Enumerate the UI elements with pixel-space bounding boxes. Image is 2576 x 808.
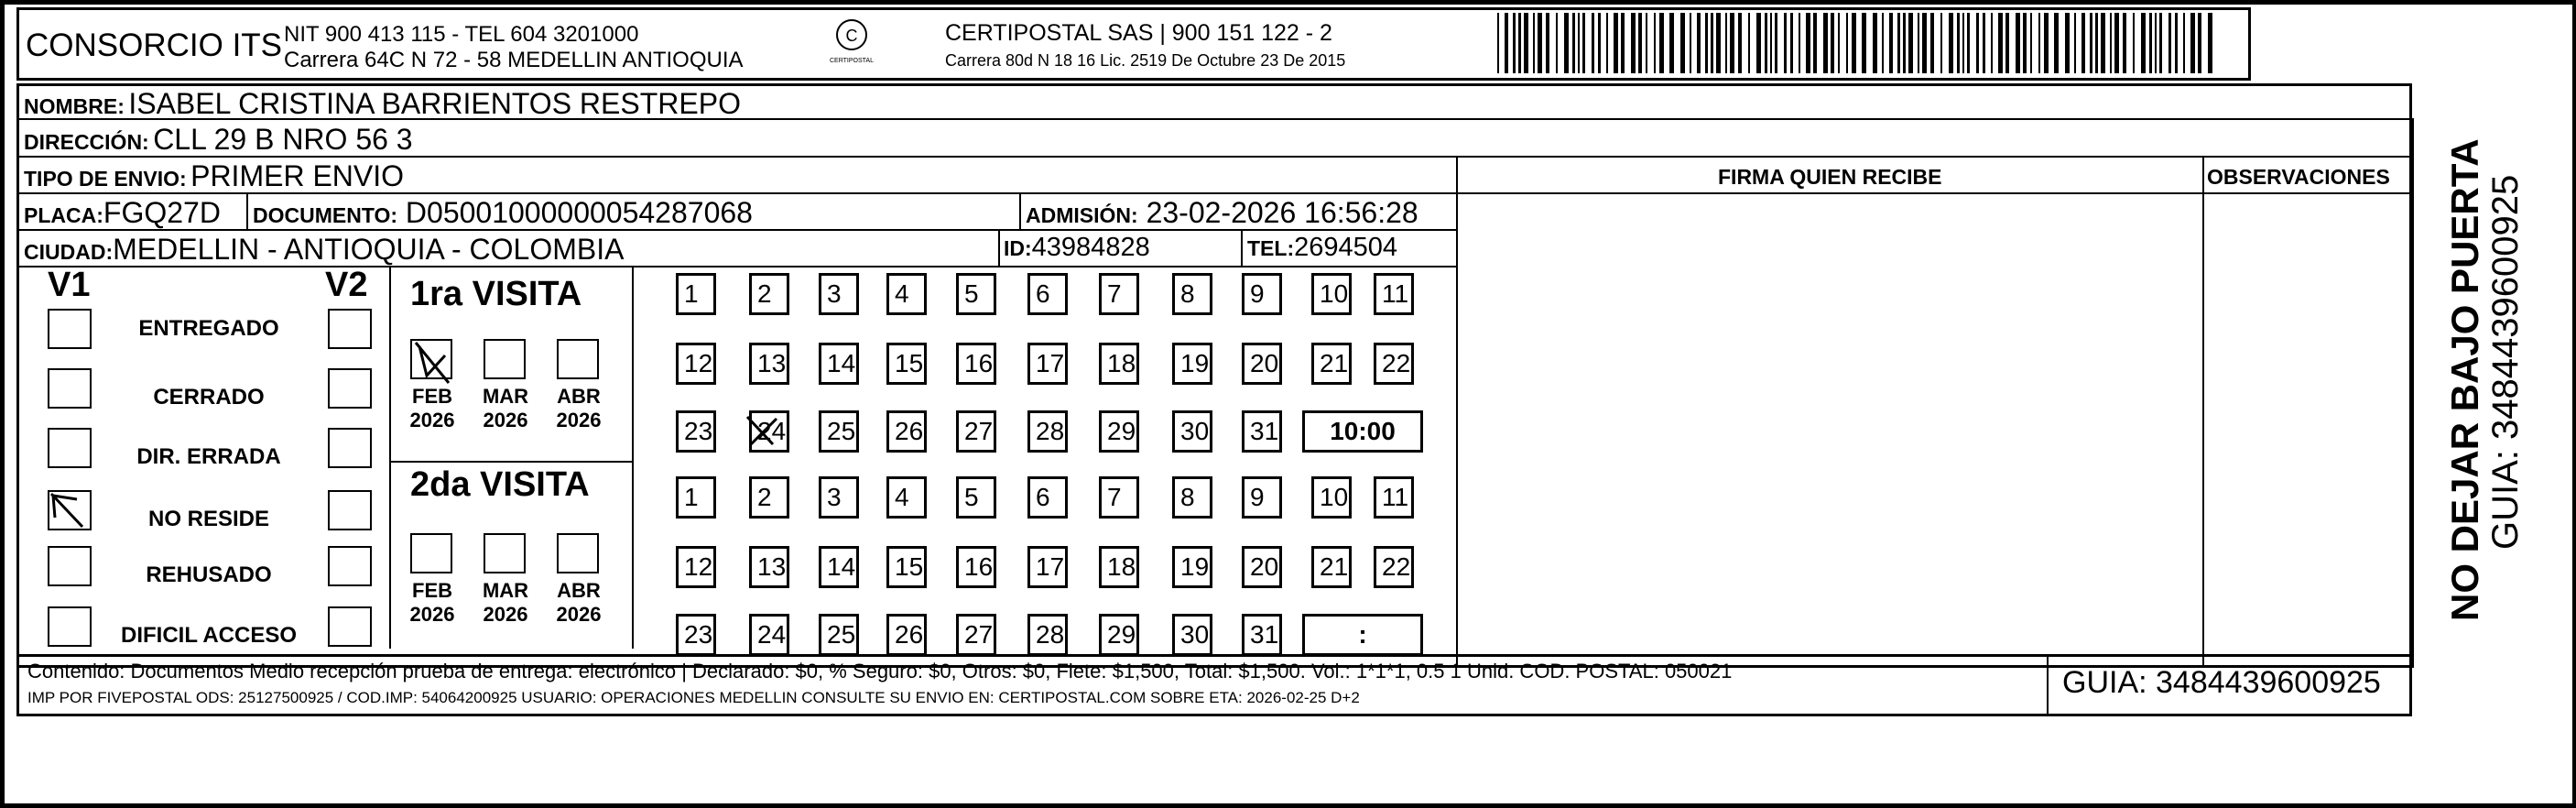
barcode-bar <box>2038 13 2040 73</box>
courier-address: Carrera 80d N 18 16 Lic. 2519 De Octubre 23 De 2015 <box>945 51 1346 70</box>
barcode-bar <box>1918 13 1919 73</box>
barcode-bar <box>1572 13 1575 73</box>
handwritten-check-mark <box>46 490 92 530</box>
day-box-second: 10 <box>1311 476 1352 519</box>
barcode-bar <box>1790 13 1793 73</box>
tel-field: TEL:2694504 <box>1247 233 1398 262</box>
day-box-second: 5 <box>956 476 996 519</box>
barcode-bar <box>1497 13 1499 73</box>
barcode-bar <box>1908 13 1913 73</box>
barcode-bar <box>1889 13 1893 73</box>
barcode-bar <box>2141 13 2146 73</box>
barcode-bar <box>1697 13 1701 73</box>
documento-field: DOCUMENTO: D05001000000054287068 <box>253 196 753 229</box>
barcode-bar <box>1564 13 1569 73</box>
direccion-value: CLL 29 B NRO 56 3 <box>153 123 413 156</box>
day-box-first: 31 <box>1242 410 1282 453</box>
barcode-bar <box>1976 13 1979 73</box>
side-warning: NO DEJAR BAJO PUERTA <box>2443 138 2486 621</box>
barcode-bar <box>1606 13 1608 73</box>
barcode-bar <box>2030 13 2032 73</box>
day-box-first: 28 <box>1027 410 1068 453</box>
barcode-bar <box>1582 13 1585 73</box>
barcode-bar <box>2074 13 2076 73</box>
tipo-value: PRIMER ENVIO <box>190 159 405 192</box>
day-box-first: 8 <box>1172 273 1212 315</box>
barcode-bar <box>2198 13 2201 73</box>
barcode-bar <box>2005 13 2009 73</box>
day-box-second: 16 <box>956 546 996 588</box>
day-box-second: 11 <box>1374 476 1414 519</box>
barcode-bar <box>1922 13 1927 73</box>
month-label: MAR <box>482 579 529 602</box>
barcode-bar <box>1621 13 1625 73</box>
day-box-second: 22 <box>1374 546 1414 588</box>
status-label: DIFICIL ACCESO <box>120 623 297 648</box>
month-label: FEB <box>412 385 452 408</box>
day-box-second: 26 <box>886 614 927 656</box>
barcode-bar <box>2114 13 2119 73</box>
day-box-second: 2 <box>749 476 789 519</box>
id-value: 43984828 <box>1031 233 1150 262</box>
barcode-bar <box>1806 13 1810 73</box>
day-box-first: 13 <box>749 343 789 385</box>
month-checkbox <box>484 533 526 573</box>
day-box-first: 16 <box>956 343 996 385</box>
day-box-second: 14 <box>819 546 859 588</box>
barcode-bar <box>1680 13 1685 73</box>
second-visit-title: 2da VISITA <box>410 465 590 504</box>
firma-header: FIRMA QUIEN RECIBE <box>1718 165 1942 189</box>
contenido-text: Contenido: Documentos Medio recepción prueba de entrega: electrónico | Declarado: $0, % Seguro: $0, Otros: $0, Flete: $1,500, Total: $1,500. Vol.: 1*1*1, 0.5 1 Unid. COD. POSTAL: 050021 <box>27 660 1733 682</box>
day-box-second: 6 <box>1027 476 1068 519</box>
barcode-bar <box>1716 13 1721 73</box>
day-box-second: 12 <box>676 546 716 588</box>
side-guia: GUIA: 3484439600925 <box>2485 174 2526 550</box>
barcode-bar <box>1546 13 1549 73</box>
footer-guia: GUIA: 3484439600925 <box>2062 665 2381 700</box>
status-v2-checkbox <box>328 368 372 409</box>
direccion-row: DIRECCIÓN: CLL 29 B NRO 56 3 <box>24 123 413 156</box>
barcode-bar <box>1838 13 1840 73</box>
barcode-bar <box>1538 13 1542 73</box>
day-box-second: 19 <box>1172 546 1212 588</box>
barcode-bar <box>1638 13 1642 73</box>
status-label: DIR. ERRADA <box>136 444 281 469</box>
barcode-bar <box>2133 13 2135 73</box>
year-label: 2026 <box>409 603 455 626</box>
barcode-bar <box>1799 13 1800 73</box>
day-box-first: 4 <box>886 273 927 315</box>
year-label: 2026 <box>409 409 455 431</box>
day-box-second: 8 <box>1172 476 1212 519</box>
month-label: MAR <box>482 385 529 408</box>
day-box-second: 27 <box>956 614 996 656</box>
day-box-first: 17 <box>1027 343 1068 385</box>
day-box-second: 21 <box>1311 546 1352 588</box>
status-v2-checkbox <box>328 490 372 530</box>
status-v2-checkbox <box>328 606 372 647</box>
day-box-first: 14 <box>819 343 859 385</box>
day-box-second: 31 <box>1242 614 1282 656</box>
svg-text:CERTIPOSTAL: CERTIPOSTAL <box>830 58 874 64</box>
barcode-bar <box>1598 13 1601 73</box>
barcode-bar <box>2101 13 2105 73</box>
admision-field: ADMISIÓN: 23-02-2026 16:56:28 <box>1026 196 1418 229</box>
barcode-bar <box>2168 13 2171 73</box>
barcode-bar <box>2016 13 2020 73</box>
day-box-first: 26 <box>886 410 927 453</box>
barcode-bar <box>1705 13 1708 73</box>
barcode-bar <box>1738 13 1742 73</box>
barcode-bar <box>1949 13 1953 73</box>
barcode-bar <box>1770 13 1772 73</box>
day-box-first: 24 <box>749 410 789 453</box>
day-box-first: 21 <box>1311 343 1352 385</box>
barcode-bar <box>1748 13 1750 73</box>
barcode-bar <box>1524 13 1528 73</box>
day-box-second: 17 <box>1027 546 1068 588</box>
barcode-bar <box>1765 13 1767 73</box>
status-v1-checkbox <box>48 428 92 468</box>
status-v2-checkbox <box>328 546 372 586</box>
barcode-bar <box>1831 13 1834 73</box>
day-box-second: 28 <box>1027 614 1068 656</box>
barcode-bar <box>1897 13 1900 73</box>
barcode-bar <box>2095 13 2098 73</box>
year-label: 2026 <box>556 603 602 626</box>
barcode-bar <box>1533 13 1535 73</box>
placa-value: FGQ27D <box>103 196 221 229</box>
month-checkbox <box>410 533 452 573</box>
time-box-first: 10:00 <box>1302 410 1423 453</box>
v1-label: V1 <box>48 266 91 304</box>
status-label: REHUSADO <box>146 562 272 587</box>
barcode-bar <box>1940 13 1942 73</box>
id-field: ID:43984828 <box>1004 233 1150 262</box>
tel-value: 2694504 <box>1294 233 1398 262</box>
day-box-first: 20 <box>1242 343 1282 385</box>
barcode-bar <box>1846 13 1848 73</box>
barcode-bar <box>2208 13 2212 73</box>
barcode-bar <box>1669 13 1674 73</box>
day-box-second: 23 <box>676 614 716 656</box>
day-box-first: 18 <box>1099 343 1139 385</box>
barcode-bar <box>1659 13 1664 73</box>
barcode-bar <box>1711 13 1713 73</box>
day-box-first: 1 <box>676 273 716 315</box>
barcode-bar <box>2190 13 2195 73</box>
barcode-bar <box>1930 13 1934 73</box>
svg-text:C: C <box>845 27 858 45</box>
ciudad-field: CIUDAD:MEDELLIN - ANTIOQUIA - COLOMBIA <box>24 233 625 266</box>
month-label: ABR <box>557 579 601 602</box>
barcode-bar <box>1862 13 1866 73</box>
day-box-first: 23 <box>676 410 716 453</box>
barcode-bar <box>1983 13 1985 73</box>
company-nit: NIT 900 413 115 - TEL 604 3201000 <box>284 22 639 47</box>
day-box-first: 25 <box>819 410 859 453</box>
day-box-second: 1 <box>676 476 716 519</box>
company-name: CONSORCIO ITS <box>26 27 283 63</box>
observaciones-header: OBSERVACIONES <box>2207 165 2390 189</box>
barcode-bar <box>2044 13 2049 73</box>
day-box-first: 11 <box>1374 273 1414 315</box>
day-box-second: 15 <box>886 546 927 588</box>
year-label: 2026 <box>556 409 602 431</box>
barcode-bar <box>2054 13 2059 73</box>
barcode-bar <box>1592 13 1594 73</box>
status-v1-checkbox <box>48 309 92 349</box>
barcode-bar <box>1646 13 1647 73</box>
month-checkbox <box>557 533 599 573</box>
barcode-bar <box>1991 13 1993 73</box>
time-box-second: : <box>1302 614 1423 656</box>
barcode-bar <box>1654 13 1656 73</box>
year-label: 2026 <box>483 603 528 626</box>
barcode-bar <box>1882 13 1884 73</box>
day-box-first: 2 <box>749 273 789 315</box>
barcode-bar <box>2090 13 2092 73</box>
day-box-first: 15 <box>886 343 927 385</box>
day-box-first: 10 <box>1311 273 1352 315</box>
day-box-first: 3 <box>819 273 859 315</box>
day-box-second: 29 <box>1099 614 1139 656</box>
barcode-bar <box>2123 13 2126 73</box>
handwritten-check-mark <box>408 337 454 388</box>
status-v1-checkbox <box>48 368 92 409</box>
day-box-first: 19 <box>1172 343 1212 385</box>
status-label: ENTREGADO <box>138 316 279 341</box>
nombre-value: ISABEL CRISTINA BARRIENTOS RESTREPO <box>128 87 741 120</box>
handwritten-day-mark <box>742 409 784 452</box>
month-label: FEB <box>412 579 452 602</box>
day-box-first: 5 <box>956 273 996 315</box>
barcode-bar <box>1756 13 1761 73</box>
barcode-bar <box>1957 13 1960 73</box>
day-box-first: 7 <box>1099 273 1139 315</box>
admision-value: 23-02-2026 16:56:28 <box>1146 196 1418 229</box>
barcode-bar <box>1873 13 1877 73</box>
day-box-second: 9 <box>1242 476 1282 519</box>
v2-label: V2 <box>325 266 368 304</box>
month-label: ABR <box>557 385 601 408</box>
day-box-second: 4 <box>886 476 927 519</box>
day-box-second: 30 <box>1172 614 1212 656</box>
day-box-second: 13 <box>749 546 789 588</box>
status-v2-checkbox <box>328 309 372 349</box>
barcode-bar <box>2155 13 2157 73</box>
status-label: CERRADO <box>153 385 265 409</box>
status-v1-checkbox <box>48 546 92 586</box>
barcode-bar <box>1852 13 1856 73</box>
barcode-bar <box>1513 13 1516 73</box>
barcode-bar <box>1690 13 1691 73</box>
day-box-second: 7 <box>1099 476 1139 519</box>
barcode-bar <box>1775 13 1777 73</box>
imp-text: IMP POR FIVEPOSTAL ODS: 25127500925 / COD.IMP: 54064200925 USUARIO: OPERACIONES MEDELLIN CONSULTE SU ENVIO EN: CERTIPOSTAL.COM SOBRE ETA: 2026-02-25 D+2 <box>27 689 1360 706</box>
barcode-bar <box>1967 13 1970 73</box>
barcode-bar <box>1903 13 1906 73</box>
barcode-bar <box>2065 13 2070 73</box>
barcode-bar <box>2175 13 2178 73</box>
courier-name: CERTIPOSTAL SAS | 900 151 122 - 2 <box>945 20 1332 46</box>
day-box-second: 20 <box>1242 546 1282 588</box>
day-box-second: 18 <box>1099 546 1139 588</box>
barcode-bar <box>2023 13 2027 73</box>
month-checkbox <box>557 339 599 379</box>
status-label: NO RESIDE <box>147 507 270 531</box>
barcode-bar <box>1813 13 1817 73</box>
day-box-first: 27 <box>956 410 996 453</box>
barcode-bar <box>1784 13 1787 73</box>
certipostal-logo <box>829 16 875 68</box>
barcode-bar <box>1823 13 1828 73</box>
first-visit-title: 1ra VISITA <box>410 275 582 313</box>
day-box-first: 12 <box>676 343 716 385</box>
barcode-bar <box>1730 13 1734 73</box>
day-box-first: 6 <box>1027 273 1068 315</box>
day-box-second: 3 <box>819 476 859 519</box>
barcode-bar <box>2081 13 2085 73</box>
barcode-bar <box>2110 13 2112 73</box>
company-address: Carrera 64C N 72 - 58 MEDELLIN ANTIOQUIA <box>284 48 744 72</box>
nombre-row: NOMBRE: ISABEL CRISTINA BARRIENTOS RESTREPO <box>24 87 741 120</box>
day-box-second: 24 <box>749 614 789 656</box>
barcode-bar <box>2159 13 2162 73</box>
year-label: 2026 <box>483 409 528 431</box>
day-box-first: 29 <box>1099 410 1139 453</box>
barcode-bar <box>1578 13 1580 73</box>
barcode-bar <box>1518 13 1521 73</box>
barcode-bar <box>1556 13 1558 73</box>
month-checkbox <box>484 339 526 379</box>
barcode-bar <box>1614 13 1618 73</box>
barcode-bar <box>1725 13 1727 73</box>
barcode-bar <box>2149 13 2152 73</box>
day-box-first: 30 <box>1172 410 1212 453</box>
barcode <box>1497 0 2221 82</box>
barcode-bar <box>2183 13 2185 73</box>
tipo-row: TIPO DE ENVIO: PRIMER ENVIO <box>24 159 405 192</box>
status-v2-checkbox <box>328 428 372 468</box>
barcode-bar <box>1962 13 1964 73</box>
day-box-first: 22 <box>1374 343 1414 385</box>
barcode-bar <box>1631 13 1636 73</box>
placa-field: PLACA:FGQ27D <box>24 196 221 229</box>
status-v1-checkbox <box>48 606 92 647</box>
documento-value: D05001000000054287068 <box>405 196 753 229</box>
ciudad-value: MEDELLIN - ANTIOQUIA - COLOMBIA <box>113 233 625 266</box>
day-box-second: 25 <box>819 614 859 656</box>
day-box-first: 9 <box>1242 273 1282 315</box>
barcode-bar <box>1998 13 2003 73</box>
barcode-bar <box>1505 13 1508 73</box>
